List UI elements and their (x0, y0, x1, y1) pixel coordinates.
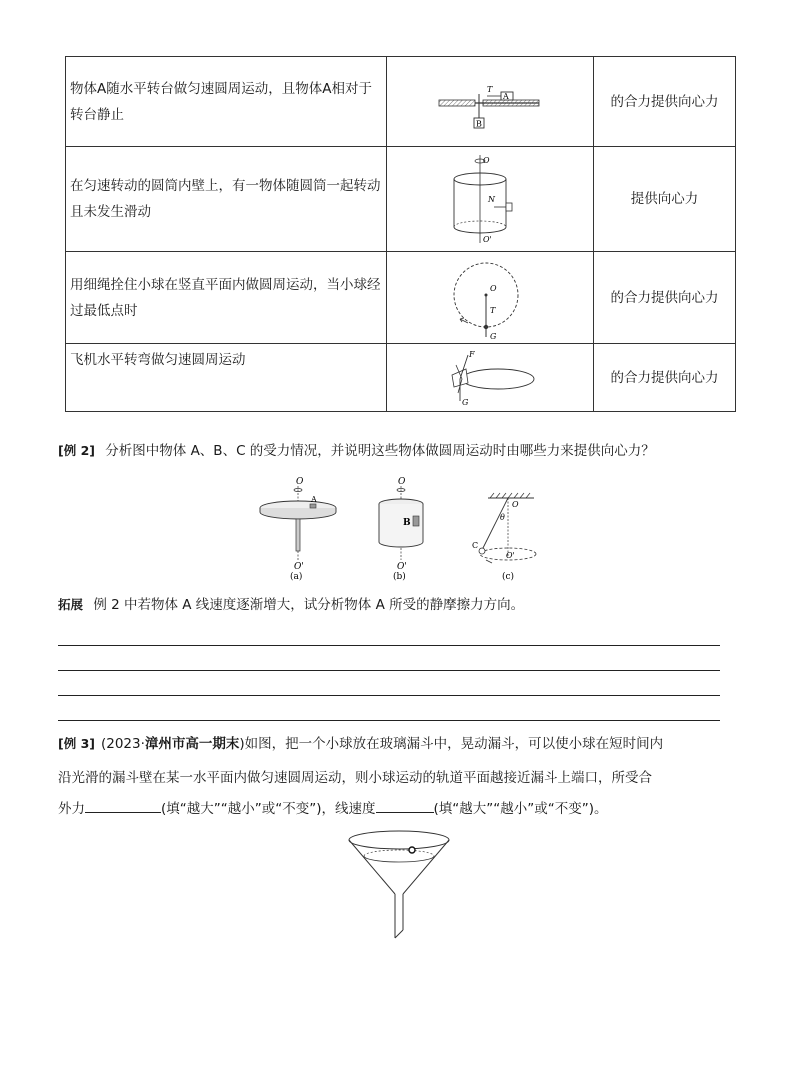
label-A: A (503, 91, 509, 101)
row-description: 用细绳拴住小球在竖直平面内做圆周运动，当小球经过最低点时 (66, 252, 387, 344)
row-answer: 的合力提供向心力 (594, 344, 736, 412)
label-F: F (469, 349, 475, 359)
cylinder-diagram (450, 151, 530, 247)
fig-c-caption: (c) (502, 572, 515, 582)
example-3-line-2: 沿光滑的漏斗壁在某一水平面内做匀速圆周运动，则小球运动的轨道平面越接近漏斗上端口，所受合 (58, 770, 652, 786)
airplane-turn-diagram (440, 347, 540, 409)
fig-a-bottom-label: O' (294, 562, 304, 572)
label-T: T (490, 305, 496, 315)
row-description: 飞机水平转弯做匀速圆周运动 (66, 344, 387, 412)
table-row (66, 147, 736, 252)
extension-tag: 拓展 (58, 597, 84, 612)
fig-c-top-label: O (512, 500, 519, 509)
fig-c-object-label: C (472, 541, 479, 550)
example-2-tag: [例 2] (58, 443, 95, 458)
fig-a-caption: (a) (290, 572, 303, 582)
row-figure (387, 147, 594, 252)
figure-b-cylinder (372, 474, 432, 582)
line3-part-c: (填“越大”“越小”或“不变”)。 (433, 801, 608, 817)
line3-part-a: 外力 (58, 801, 85, 817)
table-row (66, 57, 736, 147)
fig-c-angle-label: θ (500, 513, 505, 522)
row-description: 在匀速转动的圆筒内壁上，有一物体随圆筒一起转动且未发生滑动 (66, 147, 387, 252)
row-answer: 提供向心力 (594, 147, 736, 252)
example-3-text-1: )如图，把一个小球放在玻璃漏斗中，晃动漏斗，可以使小球在短时间内 (239, 736, 664, 752)
row-figure (387, 252, 594, 344)
example-3-tag: [例 3] (58, 736, 95, 751)
answer-line (58, 645, 720, 646)
label-G: G (462, 397, 469, 407)
example-2-question (58, 441, 655, 461)
label-O-prime: O' (483, 235, 492, 244)
extension-text: 例 2 中若物体 A 线速度逐渐增大，试分析物体 A 所受的静摩擦力方向。 (93, 597, 525, 613)
example-2-text: 分析图中物体 A、B、C 的受力情况，并说明这些物体做圆周运动时由哪些力来提供向心力？ (105, 443, 655, 459)
answer-line (58, 720, 720, 721)
answer-line (58, 670, 720, 671)
line3-part-b: (填“越大”“越小”或“不变”)，线速度 (161, 801, 376, 817)
source-prefix: (2023· (100, 736, 145, 752)
row-answer: 的合力提供向心力 (594, 57, 736, 147)
row-answer: 的合力提供向心力 (594, 252, 736, 344)
table-row (66, 252, 736, 344)
label-T: T (487, 84, 493, 94)
row-figure (387, 344, 594, 412)
row-figure (387, 57, 594, 147)
blank-force[interactable] (85, 798, 161, 813)
fig-a-object-label: A (311, 495, 317, 504)
fig-b-bottom-label: O' (397, 562, 407, 572)
fig-c-bottom-label: O' (506, 551, 515, 560)
example-3-line-3 (58, 798, 608, 819)
label-N: N (488, 195, 495, 204)
vertical-circle-diagram (450, 255, 530, 341)
figure-c-conical-pendulum (468, 490, 548, 582)
extension-question (58, 595, 524, 615)
label-O: O (490, 283, 497, 293)
table-row (66, 344, 736, 412)
answer-line (58, 695, 720, 696)
blank-speed[interactable] (376, 798, 434, 813)
turntable-diagram (435, 72, 545, 132)
label-O: O (483, 156, 490, 165)
fig-b-caption: (b) (393, 572, 406, 582)
funnel-figure (346, 826, 452, 944)
row-description: 物体A随水平转台做匀速圆周运动，且物体A相对于转台静止 (66, 57, 387, 147)
label-G: G (490, 331, 497, 341)
source-name: 漳州市高一期末 (144, 736, 240, 752)
example-3-line-1 (58, 734, 663, 754)
figure-a-turntable (256, 474, 346, 582)
fig-b-top-label: O (398, 477, 406, 487)
fig-b-object-label: B (403, 518, 411, 528)
force-analysis-table (65, 56, 736, 412)
label-B: B (476, 119, 482, 128)
fig-a-top-label: O (296, 477, 304, 487)
